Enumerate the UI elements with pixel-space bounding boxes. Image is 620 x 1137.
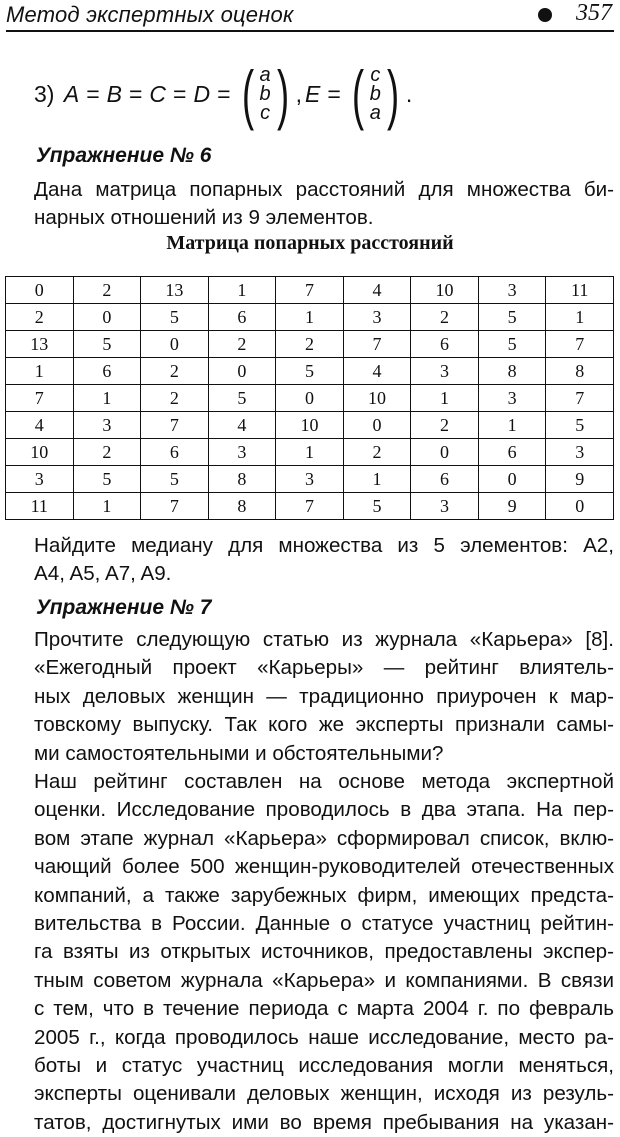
table-row [6,466,614,493]
table-cell: 6 [141,439,209,466]
formula-var-e: E [305,80,321,107]
table-cell: 10 [411,277,479,304]
running-head [6,0,614,32]
table-row [6,331,614,358]
exercise-6-task [34,532,614,589]
formula-eq: = [86,80,100,107]
running-head-title: Метод экспертных оценок [6,2,294,27]
table-cell: 7 [276,493,344,520]
table-cell: 11 [6,493,74,520]
table-cell: 4 [343,277,411,304]
formula-var-d: D [193,80,211,107]
page-number: 357 [576,0,612,26]
table-cell: 2 [343,439,411,466]
table-cell: 2 [73,277,141,304]
table-cell: 0 [73,304,141,331]
table-cell: 3 [343,304,411,331]
right-paren-icon: ) [386,57,399,131]
table-cell: 8 [546,358,614,385]
formula-var-a: A [63,80,80,107]
table-caption: Матрица попарных расстояний [166,232,454,254]
table-cell: 6 [411,331,479,358]
text-line: компаний, а также зарубежных фирм, имеющих предста- [34,883,614,907]
exercise-7-paragraph-2 [34,768,614,1137]
text-line: вительства в России. Данные о статусе участниц рейтин- [34,912,614,936]
table-cell: 7 [343,331,411,358]
text-line: татов, достигнутых ими во время пребывания на указан- [34,1110,614,1134]
table-cell: 0 [208,358,276,385]
table-row [6,439,614,466]
table-cell: 3 [6,466,74,493]
table-cell: 2 [411,412,479,439]
formula-eq: = [173,80,187,107]
exercise-6-heading: Упражнение № 6 [36,144,212,167]
table-row [6,493,614,520]
text-line: га взяты из открытых источников, предоставлены экспер- [34,940,614,964]
table-cell: 1 [411,385,479,412]
text-line: 2005 г., когда проводилось наше исследование, место ра- [34,1025,614,1049]
left-paren-icon: ( [241,57,254,131]
table-row [6,412,614,439]
table-cell: 8 [208,466,276,493]
table-cell: 0 [276,385,344,412]
table-cell: 2 [6,304,74,331]
table-cell: 1 [73,493,141,520]
formula-eq: = [128,80,143,107]
text-line: чающий более 500 женщин-руководителей отечественных [34,855,614,879]
table-cell: 5 [73,331,141,358]
text-line: Найдите медиану для множества из 5 элементов: A2, [34,534,614,557]
table-cell: 0 [546,493,614,520]
text-line: Прочтите следующую статью из журнала «Карьера» [8]. [34,628,614,651]
table-cell: 5 [343,493,411,520]
table-cell: 11 [546,277,614,304]
formula-var-b: B [106,80,122,107]
table-cell: 8 [478,358,546,385]
table-cell: 1 [546,304,614,331]
table-cell: 5 [276,358,344,385]
table-row [6,358,614,385]
table-cell: 6 [411,466,479,493]
table-cell: 5 [478,304,546,331]
vector1-entry: b [259,82,271,105]
table-cell: 1 [276,439,344,466]
formula-eq: = [327,80,341,107]
text-line: с тем, что в течение периода с марта 2004 г. по февраль [34,997,614,1021]
table-cell: 4 [343,358,411,385]
distance-matrix-table [5,276,614,520]
text-line: товскому выпуску. Так кого же эксперты признали самы- [34,713,614,737]
table-cell: 3 [546,439,614,466]
table-cell: 3 [478,385,546,412]
table-cell: 7 [141,493,209,520]
table-cell: 5 [546,412,614,439]
table-row [6,304,614,331]
table-cell: 2 [411,304,479,331]
table-cell: 7 [141,412,209,439]
table-cell: 13 [6,331,74,358]
table-cell: 5 [141,466,209,493]
table-cell: 3 [276,466,344,493]
table-cell: 2 [208,331,276,358]
text-line: «Ежегодный проект «Карьеры» — рейтинг влиятель- [34,656,614,680]
table-cell: 7 [546,331,614,358]
column-vector-2 [347,57,404,131]
table-cell: 5 [141,304,209,331]
table-cell: 1 [73,385,141,412]
table-cell: 4 [208,412,276,439]
exercise-6-intro [34,176,614,233]
table-cell: 2 [141,358,209,385]
text-line: боты и статус участниц исследования могли меняться, [34,1054,614,1078]
table-cell: 1 [478,412,546,439]
table-cell: 2 [73,439,141,466]
table-cell: 3 [411,358,479,385]
column-vector-1 [237,57,294,131]
table-cell: 7 [546,385,614,412]
vector2-entry: a [369,101,381,124]
table-row [6,385,614,412]
table-cell: 3 [411,493,479,520]
vector1-entry: a [259,63,271,86]
text-line: эксперты оценивали деловых женщин, исходя из резуль- [34,1082,614,1106]
table-cell: 5 [478,331,546,358]
table-cell: 1 [6,358,74,385]
text-line: вом этапе журнал «Карьера» сформировал список, вклю- [34,826,614,850]
vector2-entry: c [370,63,381,86]
right-paren-icon: ) [276,57,289,131]
formula-period: . [405,80,413,107]
table-cell: 13 [141,277,209,304]
text-line: A4, A5, A7, A9. [34,562,172,586]
table-cell: 6 [73,358,141,385]
text-line: оценки. Исследование проводилось в два этапа. На пер- [34,798,614,822]
table-cell: 2 [141,385,209,412]
text-line: Дана матрица попарных расстояний для множества би- [34,178,614,201]
exercise-7-heading: Упражнение № 7 [36,596,212,619]
table-cell: 1 [208,277,276,304]
table-cell: 9 [478,493,546,520]
table-cell: 6 [208,304,276,331]
table-cell: 5 [73,466,141,493]
text-line: Наш рейтинг составлен на основе метода экспертной [34,770,614,793]
formula-comma: , [295,80,303,107]
table-cell: 0 [411,439,479,466]
text-line: тным советом журнала «Карьера» и компаниями. В связи [34,968,614,992]
table-cell: 10 [343,385,411,412]
table-cell: 6 [478,439,546,466]
vector1-entry: c [260,101,271,124]
table-cell: 3 [73,412,141,439]
exercise-7-paragraph-1 [34,626,614,768]
table-cell: 4 [6,412,74,439]
table-row [6,277,614,304]
formula-var-c: C [149,80,167,107]
left-paren-icon: ( [351,57,364,131]
text-line: ных деловых женщин — традиционно приурочен к мар- [34,684,614,708]
table-cell: 2 [276,331,344,358]
table-cell: 0 [478,466,546,493]
table-cell: 3 [478,277,546,304]
table-cell: 10 [6,439,74,466]
text-line: нарных отношений из 9 элементов. [34,206,374,230]
bullet-icon [538,8,552,22]
text-line: ми самостоятельными и обстоятельными? [34,741,444,765]
table-cell: 5 [208,385,276,412]
table-cell: 7 [276,277,344,304]
table-cell: 8 [208,493,276,520]
table-cell: 7 [6,385,74,412]
table-cell: 3 [208,439,276,466]
table-cell: 0 [141,331,209,358]
table-cell: 0 [6,277,74,304]
table-cell: 1 [343,466,411,493]
vector2-entry: b [369,82,381,105]
table-cell: 1 [276,304,344,331]
formula-prefix: 3) [34,80,55,107]
table-cell: 9 [546,466,614,493]
formula-eq: = [217,80,231,107]
table-cell: 0 [343,412,411,439]
formula-answer-3 [34,57,413,131]
table-cell: 10 [276,412,344,439]
